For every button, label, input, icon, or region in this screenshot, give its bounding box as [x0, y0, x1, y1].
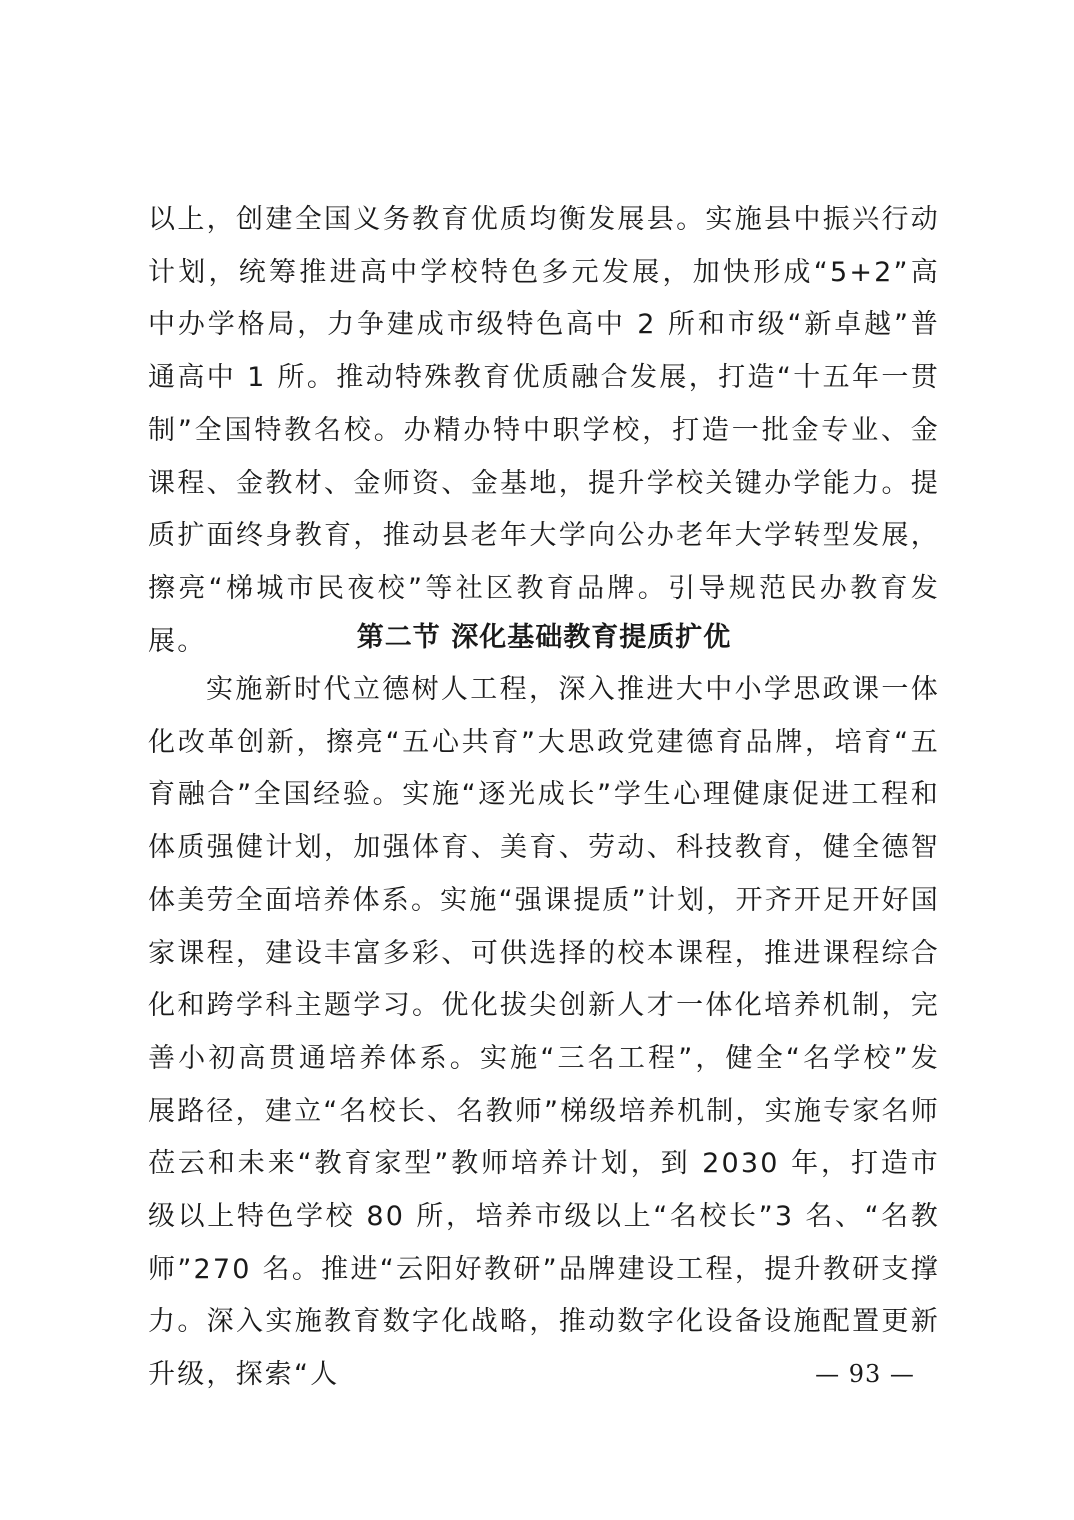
paragraph-2: 实施新时代立德树人工程，深入推进大中小学思政课一体化改革创新，擦亮“五心共育”大思政党建德育品牌，培育“五育融合”全国经验。实施“逐光成长”学生心理健康促进工程和体质强健计划，加强体育、美育、劳动、科技教育，健全德智体美劳全面培养体系。实施“强课提质”计划，开齐开足开好国家课程，建设丰富多彩、可供选择的校本课程，推进课程综合化和跨学科主题学习。优化拔尖创新人才一体化培养机制，完善小初高贯通培养体系。实施“三名工程”，健全“名学校”发展路径，建立“名校长、名教师”梯级培养机制，实施专家名师莅云和未来“教育家型”教师培养计划，到 2030 年，打造市级以上特色学校 80 所，培养市级以上“名校长”3 名、“名教师”270 名。推进“云阳好教研”品牌建设工程，提升教研支撑力。深入实施教育数字化战略，推动数字化设备设施配置更新升级，探索“人 [148, 674, 940, 1391]
section-heading: 第二节 深化基础教育提质扩优 [356, 622, 732, 653]
page-number: — 93 — [815, 1360, 915, 1388]
paragraph-1: 以上，创建全国义务教育优质均衡发展县。实施县中振兴行动计划，统筹推进高中学校特色多元发展，加快形成“5+2”高中办学格局，力争建成市级特色高中 2 所和市级“新卓越”普通高中 1 所。推动特殊教育优质融合发展，打造“十五年一贯制”全国特教名校。办精办特中职学校，打造一批金专业、金课程、金教材、金师资、金基地，提升学校关键办学能力。提质扩面终身教育，推动县老年大学向公办老年大学转型发展，擦亮“梯城市民夜校”等社区教育品牌。引导规范民办教育发展。 [148, 204, 940, 657]
